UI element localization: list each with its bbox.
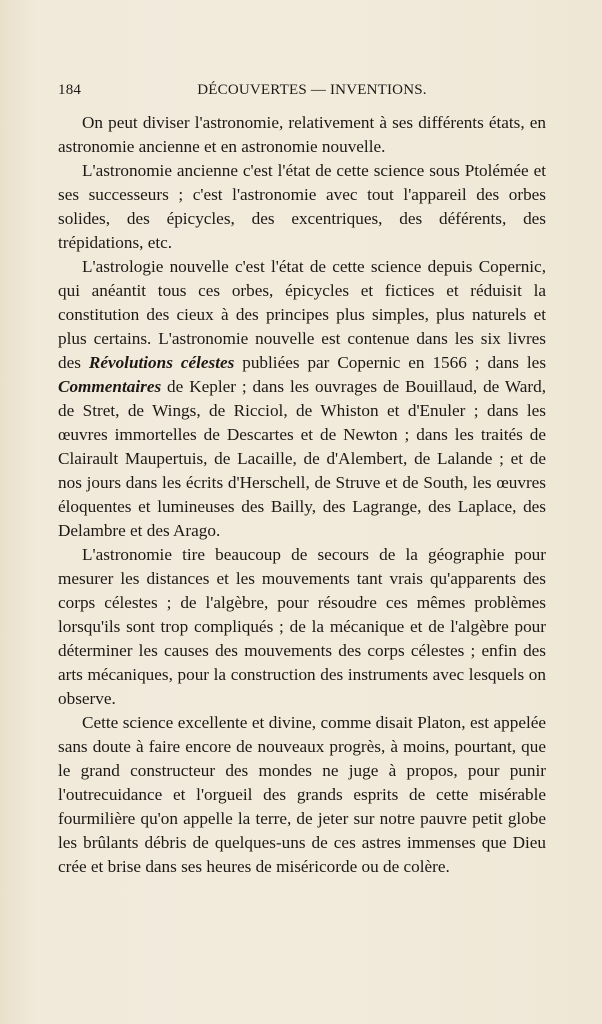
paragraph-text-segment: L'astrologie nouvelle c'est l'état de cette science depuis Copernic, qui anéantit tous ces orbes, épicycles et fictices et réduisit la constitution des cieux à des principes plus simples, plus naturels et plus certains. L'astronomie nouvelle est contenue dans les six livres des (58, 257, 546, 372)
book-title-commentaires: Commentaires (58, 377, 162, 396)
body-text (58, 111, 546, 879)
paragraph-auxiliary-sciences: L'astronomie tire beaucoup de secours de la géographie pour mesurer les distances et les mouvements tant vrais qu'apparents des corps célestes ; de l'algèbre, pour résoudre ces mêmes problèmes lorsqu'ils sont trop compliqués ; de la mécanique et de l'algèbre pour déterminer les causes des mouvements des corps célestes ; enfin des arts mécaniques, pour la construction des instruments avec lesquels on observe. (58, 545, 546, 708)
paragraph-text-segment: publiées par Copernic en 1566 ; dans les (234, 353, 547, 372)
paragraph-ancient-astronomy: L'astronomie ancienne c'est l'état de cette science sous Ptolémée et ses successeurs ; c'est l'astronomie avec tout l'appareil des orbes solides, des épicycles, des excentriques, des déférents, des trépidations, etc. (58, 161, 546, 252)
paragraph-new-astronomy (58, 255, 546, 543)
book-title-revolutions: Révolutions célestes (88, 353, 235, 372)
page-number: 184 (58, 82, 82, 98)
paragraph-text-segment: de Kepler ; dans les ouvrages de Bouillaud, de Ward, de Stret, de Wings, de Ricciol, de Whiston et d'Enuler ; dans les œuvres immortelles de Descartes et de Newton ; dans les traités de Clairault Maupertuis, de Lacaille, de d'Alembert, de Lalande ; et de nos jours dans les écrits d'Herschell, de Struve et de South, les œuvres éloquentes et lumineuses des Bailly, des Lagrange, des Laplace, des Delambre et des Arago. (58, 377, 546, 540)
paragraph-future-progress: Cette science excellente et divine, comme disait Platon, est appelée sans doute à faire encore de nouveaux progrès, à moins, pourtant, que le grand constructeur des mondes ne juge à propos, pour punir l'outrecuidance et l'orgueil des grands esprits de cette misérable fourmilière qu'on appelle la terre, de jeter sur notre pauvre petit globe les brûlants débris de quelques-uns de ces astres immenses que Dieu crée et brise dans ses heures de miséricorde ou de colère. (58, 713, 546, 876)
running-title: DÉCOUVERTES — INVENTIONS. (197, 82, 427, 98)
running-head (58, 82, 546, 104)
paragraph-astronomy-divisions: On peut diviser l'astronomie, relativement à ses différents états, en astronomie ancienne et en astronomie nouvelle. (58, 113, 546, 156)
